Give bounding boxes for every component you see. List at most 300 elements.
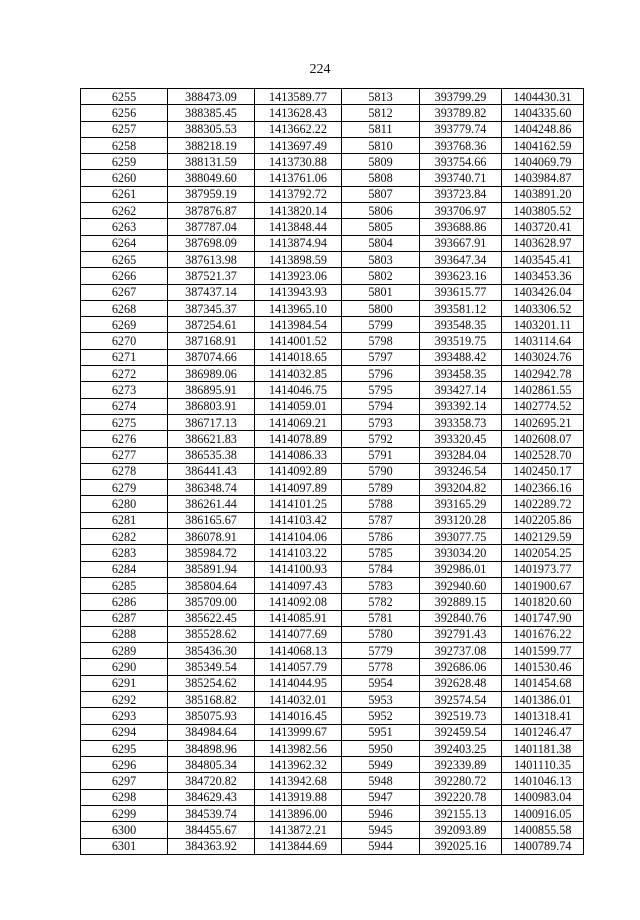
y-coordinate-cell: 1413872.21 [255, 822, 342, 838]
y-coordinate-cell: 1402695.21 [502, 414, 584, 430]
y-coordinate-cell: 1413761.06 [255, 170, 342, 186]
point-id-cell: 6263 [81, 219, 168, 235]
y-coordinate-cell: 1402608.07 [502, 431, 584, 447]
x-coordinate-cell: 385436.30 [168, 643, 255, 659]
x-coordinate-cell: 392220.78 [420, 789, 502, 805]
x-coordinate-cell: 384720.82 [168, 773, 255, 789]
y-coordinate-cell: 1401676.22 [502, 626, 584, 642]
x-coordinate-cell: 392840.76 [420, 610, 502, 626]
point-id-cell: 6294 [81, 724, 168, 740]
y-coordinate-cell: 1413982.56 [255, 740, 342, 756]
x-coordinate-cell: 387345.37 [168, 300, 255, 316]
x-coordinate-cell: 392628.48 [420, 675, 502, 691]
point-id-cell: 5797 [342, 349, 420, 365]
y-coordinate-cell: 1414044.95 [255, 675, 342, 691]
point-id-cell: 5795 [342, 382, 420, 398]
x-coordinate-cell: 385709.00 [168, 594, 255, 610]
x-coordinate-cell: 393120.28 [420, 512, 502, 528]
point-id-cell: 5812 [342, 105, 420, 121]
x-coordinate-cell: 385804.64 [168, 577, 255, 593]
y-coordinate-cell: 1404430.31 [502, 89, 584, 105]
point-id-cell: 6280 [81, 496, 168, 512]
x-coordinate-cell: 393548.35 [420, 317, 502, 333]
y-coordinate-cell: 1402528.70 [502, 447, 584, 463]
point-id-cell: 6267 [81, 284, 168, 300]
table-row [81, 89, 584, 105]
point-id-cell: 6271 [81, 349, 168, 365]
x-coordinate-cell: 393647.34 [420, 251, 502, 267]
x-coordinate-cell: 387254.61 [168, 317, 255, 333]
point-id-cell: 5782 [342, 594, 420, 610]
x-coordinate-cell: 393077.75 [420, 529, 502, 545]
y-coordinate-cell: 1413662.22 [255, 121, 342, 137]
y-coordinate-cell: 1403426.04 [502, 284, 584, 300]
x-coordinate-cell: 393358.73 [420, 414, 502, 430]
point-id-cell: 6260 [81, 170, 168, 186]
x-coordinate-cell: 392940.60 [420, 577, 502, 593]
y-coordinate-cell: 1402861.55 [502, 382, 584, 398]
y-coordinate-cell: 1414059.01 [255, 398, 342, 414]
point-id-cell: 6297 [81, 773, 168, 789]
point-id-cell: 6273 [81, 382, 168, 398]
point-id-cell: 6282 [81, 529, 168, 545]
y-coordinate-cell: 1413628.43 [255, 105, 342, 121]
x-coordinate-cell: 393427.14 [420, 382, 502, 398]
y-coordinate-cell: 1413874.94 [255, 235, 342, 251]
x-coordinate-cell: 385349.54 [168, 659, 255, 675]
y-coordinate-cell: 1403201.11 [502, 317, 584, 333]
y-coordinate-cell: 1413943.93 [255, 284, 342, 300]
point-id-cell: 5793 [342, 414, 420, 430]
x-coordinate-cell: 387074.66 [168, 349, 255, 365]
y-coordinate-cell: 1402942.78 [502, 366, 584, 382]
point-id-cell: 5785 [342, 545, 420, 561]
table-row [81, 431, 584, 447]
y-coordinate-cell: 1400855.58 [502, 822, 584, 838]
point-id-cell: 6286 [81, 594, 168, 610]
coordinates-table-body [81, 89, 584, 855]
table-row [81, 822, 584, 838]
x-coordinate-cell: 392403.25 [420, 740, 502, 756]
y-coordinate-cell: 1413923.06 [255, 268, 342, 284]
x-coordinate-cell: 386441.43 [168, 463, 255, 479]
x-coordinate-cell: 392986.01 [420, 561, 502, 577]
table-row [81, 496, 584, 512]
y-coordinate-cell: 1413848.44 [255, 219, 342, 235]
table-row [81, 463, 584, 479]
y-coordinate-cell: 1402366.16 [502, 480, 584, 496]
x-coordinate-cell: 388305.53 [168, 121, 255, 137]
point-id-cell: 6255 [81, 89, 168, 105]
point-id-cell: 5794 [342, 398, 420, 414]
table-row [81, 219, 584, 235]
point-id-cell: 6293 [81, 708, 168, 724]
point-id-cell: 6285 [81, 577, 168, 593]
y-coordinate-cell: 1400789.74 [502, 838, 584, 854]
x-coordinate-cell: 387787.04 [168, 219, 255, 235]
point-id-cell: 6296 [81, 757, 168, 773]
point-id-cell: 6284 [81, 561, 168, 577]
y-coordinate-cell: 1401318.41 [502, 708, 584, 724]
x-coordinate-cell: 386165.67 [168, 512, 255, 528]
y-coordinate-cell: 1401820.60 [502, 594, 584, 610]
point-id-cell: 5780 [342, 626, 420, 642]
x-coordinate-cell: 386989.06 [168, 366, 255, 382]
table-row [81, 626, 584, 642]
x-coordinate-cell: 393706.97 [420, 203, 502, 219]
y-coordinate-cell: 1414032.85 [255, 366, 342, 382]
point-id-cell: 6268 [81, 300, 168, 316]
point-id-cell: 5784 [342, 561, 420, 577]
y-coordinate-cell: 1413898.59 [255, 251, 342, 267]
table-row [81, 561, 584, 577]
x-coordinate-cell: 387613.98 [168, 251, 255, 267]
y-coordinate-cell: 1413999.67 [255, 724, 342, 740]
point-id-cell: 5781 [342, 610, 420, 626]
point-id-cell: 5952 [342, 708, 420, 724]
point-id-cell: 6270 [81, 333, 168, 349]
point-id-cell: 6291 [81, 675, 168, 691]
table-row [81, 838, 584, 854]
y-coordinate-cell: 1401110.35 [502, 757, 584, 773]
x-coordinate-cell: 384539.74 [168, 806, 255, 822]
table-row [81, 105, 584, 121]
point-id-cell: 5954 [342, 675, 420, 691]
x-coordinate-cell: 393754.66 [420, 154, 502, 170]
table-row [81, 757, 584, 773]
y-coordinate-cell: 1414018.65 [255, 349, 342, 365]
x-coordinate-cell: 392459.54 [420, 724, 502, 740]
point-id-cell: 5949 [342, 757, 420, 773]
x-coordinate-cell: 386895.91 [168, 382, 255, 398]
point-id-cell: 6264 [81, 235, 168, 251]
table-row [81, 235, 584, 251]
y-coordinate-cell: 1414086.33 [255, 447, 342, 463]
y-coordinate-cell: 1403545.41 [502, 251, 584, 267]
table-row [81, 691, 584, 707]
y-coordinate-cell: 1403024.76 [502, 349, 584, 365]
table-row [81, 170, 584, 186]
point-id-cell: 5803 [342, 251, 420, 267]
x-coordinate-cell: 393740.71 [420, 170, 502, 186]
y-coordinate-cell: 1414103.42 [255, 512, 342, 528]
x-coordinate-cell: 392025.16 [420, 838, 502, 854]
x-coordinate-cell: 386621.83 [168, 431, 255, 447]
x-coordinate-cell: 387168.91 [168, 333, 255, 349]
point-id-cell: 6290 [81, 659, 168, 675]
x-coordinate-cell: 393623.16 [420, 268, 502, 284]
y-coordinate-cell: 1413589.77 [255, 89, 342, 105]
x-coordinate-cell: 387521.37 [168, 268, 255, 284]
y-coordinate-cell: 1403306.52 [502, 300, 584, 316]
x-coordinate-cell: 387698.09 [168, 235, 255, 251]
x-coordinate-cell: 387959.19 [168, 186, 255, 202]
point-id-cell: 5779 [342, 643, 420, 659]
point-id-cell: 6292 [81, 691, 168, 707]
point-id-cell: 6276 [81, 431, 168, 447]
x-coordinate-cell: 392737.08 [420, 643, 502, 659]
x-coordinate-cell: 386717.13 [168, 414, 255, 430]
x-coordinate-cell: 392889.15 [420, 594, 502, 610]
y-coordinate-cell: 1414032.01 [255, 691, 342, 707]
table-row [81, 529, 584, 545]
point-id-cell: 6256 [81, 105, 168, 121]
y-coordinate-cell: 1414016.45 [255, 708, 342, 724]
y-coordinate-cell: 1413896.00 [255, 806, 342, 822]
point-id-cell: 5791 [342, 447, 420, 463]
y-coordinate-cell: 1401747.90 [502, 610, 584, 626]
x-coordinate-cell: 386348.74 [168, 480, 255, 496]
y-coordinate-cell: 1404335.60 [502, 105, 584, 121]
y-coordinate-cell: 1413730.88 [255, 154, 342, 170]
y-coordinate-cell: 1402129.59 [502, 529, 584, 545]
y-coordinate-cell: 1414085.91 [255, 610, 342, 626]
point-id-cell: 5802 [342, 268, 420, 284]
y-coordinate-cell: 1400983.04 [502, 789, 584, 805]
x-coordinate-cell: 386535.38 [168, 447, 255, 463]
x-coordinate-cell: 392280.72 [420, 773, 502, 789]
point-id-cell: 6281 [81, 512, 168, 528]
x-coordinate-cell: 388385.45 [168, 105, 255, 121]
x-coordinate-cell: 393688.86 [420, 219, 502, 235]
point-id-cell: 5809 [342, 154, 420, 170]
point-id-cell: 6272 [81, 366, 168, 382]
y-coordinate-cell: 1401973.77 [502, 561, 584, 577]
y-coordinate-cell: 1413942.68 [255, 773, 342, 789]
table-row [81, 773, 584, 789]
table-row [81, 121, 584, 137]
x-coordinate-cell: 388218.19 [168, 137, 255, 153]
table-row [81, 268, 584, 284]
y-coordinate-cell: 1403984.87 [502, 170, 584, 186]
point-id-cell: 5799 [342, 317, 420, 333]
table-row [81, 545, 584, 561]
x-coordinate-cell: 385528.62 [168, 626, 255, 642]
x-coordinate-cell: 393519.75 [420, 333, 502, 349]
y-coordinate-cell: 1401599.77 [502, 643, 584, 659]
table-row [81, 806, 584, 822]
point-id-cell: 6277 [81, 447, 168, 463]
point-id-cell: 5950 [342, 740, 420, 756]
point-id-cell: 5778 [342, 659, 420, 675]
y-coordinate-cell: 1413792.72 [255, 186, 342, 202]
x-coordinate-cell: 388473.09 [168, 89, 255, 105]
table-row [81, 740, 584, 756]
x-coordinate-cell: 392686.06 [420, 659, 502, 675]
point-id-cell: 6279 [81, 480, 168, 496]
y-coordinate-cell: 1403453.36 [502, 268, 584, 284]
x-coordinate-cell: 393458.35 [420, 366, 502, 382]
y-coordinate-cell: 1414068.13 [255, 643, 342, 659]
x-coordinate-cell: 393165.29 [420, 496, 502, 512]
x-coordinate-cell: 393667.91 [420, 235, 502, 251]
table-row [81, 512, 584, 528]
point-id-cell: 6274 [81, 398, 168, 414]
x-coordinate-cell: 384455.67 [168, 822, 255, 838]
y-coordinate-cell: 1414078.89 [255, 431, 342, 447]
y-coordinate-cell: 1413820.14 [255, 203, 342, 219]
x-coordinate-cell: 384984.64 [168, 724, 255, 740]
x-coordinate-cell: 392155.13 [420, 806, 502, 822]
point-id-cell: 6275 [81, 414, 168, 430]
point-id-cell: 6257 [81, 121, 168, 137]
y-coordinate-cell: 1414103.22 [255, 545, 342, 561]
table-row [81, 203, 584, 219]
y-coordinate-cell: 1402054.25 [502, 545, 584, 561]
x-coordinate-cell: 386261.44 [168, 496, 255, 512]
y-coordinate-cell: 1402450.17 [502, 463, 584, 479]
point-id-cell: 5947 [342, 789, 420, 805]
point-id-cell: 6265 [81, 251, 168, 267]
point-id-cell: 5810 [342, 137, 420, 153]
x-coordinate-cell: 385075.93 [168, 708, 255, 724]
table-row [81, 610, 584, 626]
point-id-cell: 6261 [81, 186, 168, 202]
y-coordinate-cell: 1404162.59 [502, 137, 584, 153]
point-id-cell: 5813 [342, 89, 420, 105]
y-coordinate-cell: 1401046.13 [502, 773, 584, 789]
table-row [81, 594, 584, 610]
point-id-cell: 5789 [342, 480, 420, 496]
x-coordinate-cell: 393581.12 [420, 300, 502, 316]
table-row [81, 366, 584, 382]
point-id-cell: 5944 [342, 838, 420, 854]
coordinates-table [80, 88, 584, 855]
y-coordinate-cell: 1414069.21 [255, 414, 342, 430]
point-id-cell: 6298 [81, 789, 168, 805]
x-coordinate-cell: 387437.14 [168, 284, 255, 300]
y-coordinate-cell: 1404069.79 [502, 154, 584, 170]
x-coordinate-cell: 393034.20 [420, 545, 502, 561]
point-id-cell: 6278 [81, 463, 168, 479]
table-row [81, 251, 584, 267]
y-coordinate-cell: 1414100.93 [255, 561, 342, 577]
y-coordinate-cell: 1413919.88 [255, 789, 342, 805]
x-coordinate-cell: 392791.43 [420, 626, 502, 642]
y-coordinate-cell: 1403720.41 [502, 219, 584, 235]
point-id-cell: 5800 [342, 300, 420, 316]
point-id-cell: 5806 [342, 203, 420, 219]
point-id-cell: 6288 [81, 626, 168, 642]
x-coordinate-cell: 384629.43 [168, 789, 255, 805]
table-row [81, 398, 584, 414]
point-id-cell: 6299 [81, 806, 168, 822]
y-coordinate-cell: 1404248.86 [502, 121, 584, 137]
y-coordinate-cell: 1414001.52 [255, 333, 342, 349]
point-id-cell: 5792 [342, 431, 420, 447]
table-row [81, 659, 584, 675]
y-coordinate-cell: 1401386.01 [502, 691, 584, 707]
table-row [81, 577, 584, 593]
x-coordinate-cell: 393615.77 [420, 284, 502, 300]
y-coordinate-cell: 1414092.89 [255, 463, 342, 479]
x-coordinate-cell: 386078.91 [168, 529, 255, 545]
point-id-cell: 5805 [342, 219, 420, 235]
table-row [81, 317, 584, 333]
y-coordinate-cell: 1401530.46 [502, 659, 584, 675]
point-id-cell: 6262 [81, 203, 168, 219]
table-row [81, 333, 584, 349]
y-coordinate-cell: 1403114.64 [502, 333, 584, 349]
table-row [81, 643, 584, 659]
x-coordinate-cell: 385891.94 [168, 561, 255, 577]
x-coordinate-cell: 393723.84 [420, 186, 502, 202]
y-coordinate-cell: 1414097.43 [255, 577, 342, 593]
table-row [81, 447, 584, 463]
y-coordinate-cell: 1401246.47 [502, 724, 584, 740]
y-coordinate-cell: 1414092.08 [255, 594, 342, 610]
y-coordinate-cell: 1413965.10 [255, 300, 342, 316]
table-row [81, 137, 584, 153]
x-coordinate-cell: 385254.62 [168, 675, 255, 691]
point-id-cell: 5798 [342, 333, 420, 349]
y-coordinate-cell: 1413697.49 [255, 137, 342, 153]
x-coordinate-cell: 393799.29 [420, 89, 502, 105]
point-id-cell: 5807 [342, 186, 420, 202]
x-coordinate-cell: 384805.34 [168, 757, 255, 773]
y-coordinate-cell: 1403628.97 [502, 235, 584, 251]
table-row [81, 186, 584, 202]
point-id-cell: 5801 [342, 284, 420, 300]
y-coordinate-cell: 1400916.05 [502, 806, 584, 822]
x-coordinate-cell: 393488.42 [420, 349, 502, 365]
x-coordinate-cell: 385984.72 [168, 545, 255, 561]
point-id-cell: 5951 [342, 724, 420, 740]
y-coordinate-cell: 1401454.68 [502, 675, 584, 691]
x-coordinate-cell: 393768.36 [420, 137, 502, 153]
point-id-cell: 6289 [81, 643, 168, 659]
y-coordinate-cell: 1414046.75 [255, 382, 342, 398]
y-coordinate-cell: 1401900.67 [502, 577, 584, 593]
point-id-cell: 6301 [81, 838, 168, 854]
point-id-cell: 5953 [342, 691, 420, 707]
point-id-cell: 6283 [81, 545, 168, 561]
y-coordinate-cell: 1413844.69 [255, 838, 342, 854]
y-coordinate-cell: 1401181.38 [502, 740, 584, 756]
table-row [81, 414, 584, 430]
point-id-cell: 5808 [342, 170, 420, 186]
x-coordinate-cell: 387876.87 [168, 203, 255, 219]
y-coordinate-cell: 1402205.86 [502, 512, 584, 528]
point-id-cell: 5783 [342, 577, 420, 593]
x-coordinate-cell: 385622.45 [168, 610, 255, 626]
table-row [81, 154, 584, 170]
y-coordinate-cell: 1413962.32 [255, 757, 342, 773]
y-coordinate-cell: 1414057.79 [255, 659, 342, 675]
y-coordinate-cell: 1414104.06 [255, 529, 342, 545]
point-id-cell: 5790 [342, 463, 420, 479]
y-coordinate-cell: 1414097.89 [255, 480, 342, 496]
table-row [81, 382, 584, 398]
x-coordinate-cell: 392519.73 [420, 708, 502, 724]
point-id-cell: 6269 [81, 317, 168, 333]
y-coordinate-cell: 1402289.72 [502, 496, 584, 512]
x-coordinate-cell: 386803.91 [168, 398, 255, 414]
point-id-cell: 5811 [342, 121, 420, 137]
x-coordinate-cell: 392339.89 [420, 757, 502, 773]
x-coordinate-cell: 393204.82 [420, 480, 502, 496]
point-id-cell: 5946 [342, 806, 420, 822]
point-id-cell: 5945 [342, 822, 420, 838]
point-id-cell: 5796 [342, 366, 420, 382]
y-coordinate-cell: 1414101.25 [255, 496, 342, 512]
x-coordinate-cell: 393246.54 [420, 463, 502, 479]
x-coordinate-cell: 393320.45 [420, 431, 502, 447]
x-coordinate-cell: 384898.96 [168, 740, 255, 756]
x-coordinate-cell: 385168.82 [168, 691, 255, 707]
y-coordinate-cell: 1403805.52 [502, 203, 584, 219]
point-id-cell: 5948 [342, 773, 420, 789]
